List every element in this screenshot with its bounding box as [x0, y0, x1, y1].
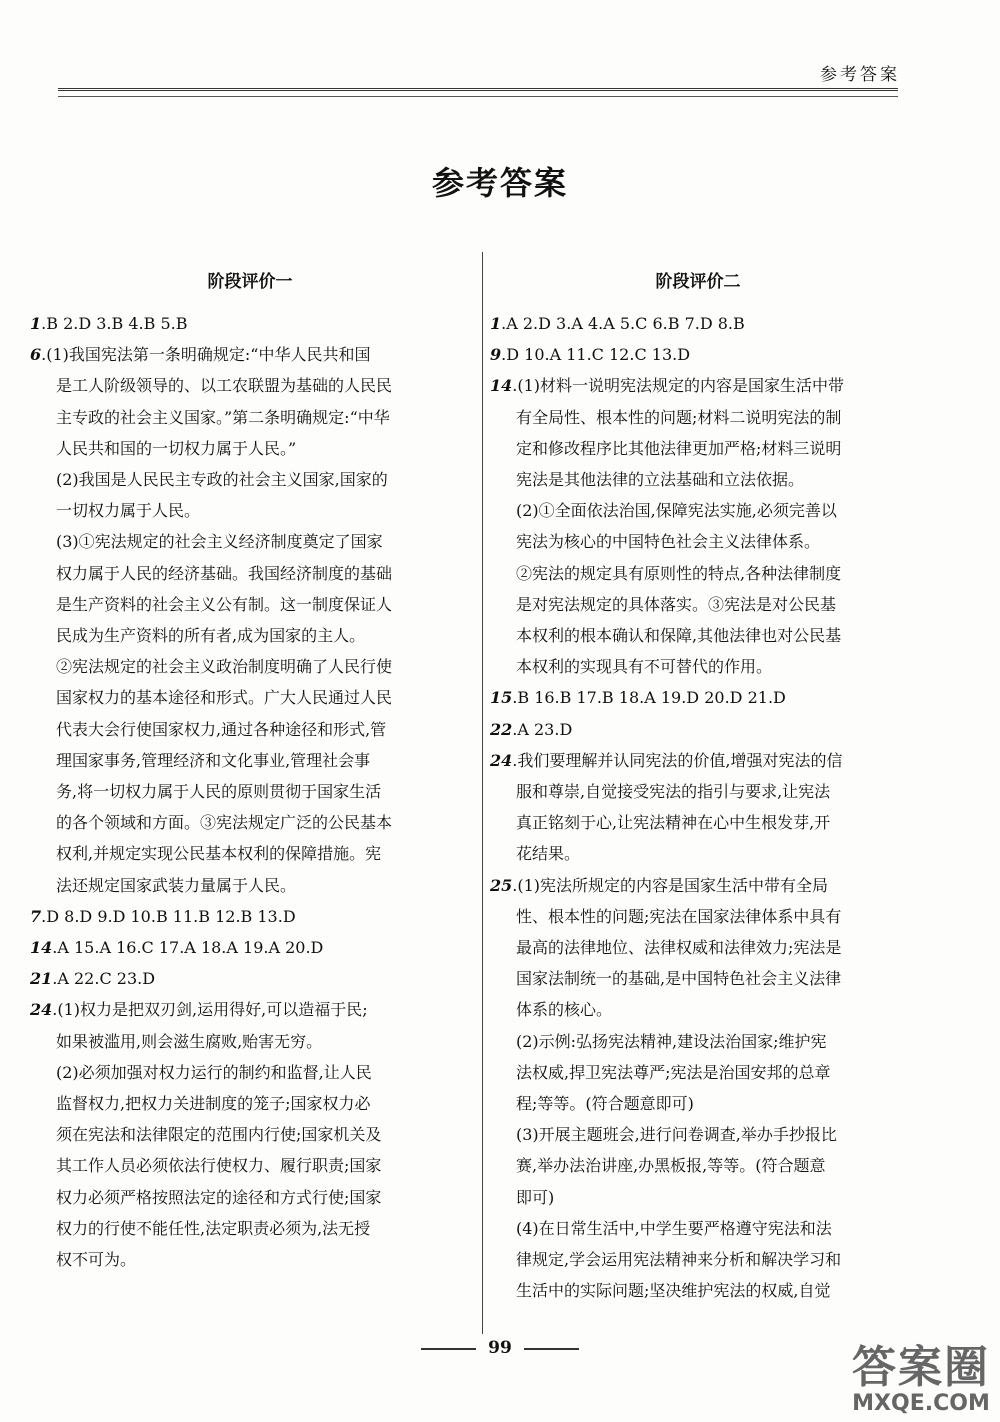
answer-text: .B 16.B 17.B 18.A 19.D 20.D 21.D — [512, 688, 786, 708]
question-number: 22 — [490, 719, 513, 739]
answer-text: 人民共和国的一切权力属于人民。” — [56, 438, 297, 458]
answer-text: 务,将一切权力属于人民的原则贯彻于国家生活 — [56, 782, 382, 802]
answer-line — [30, 901, 470, 932]
section-title-right: 阶段评价二 — [655, 272, 741, 292]
answer-line — [30, 589, 470, 620]
question-number: 6 — [30, 345, 42, 365]
answer-line — [490, 901, 906, 932]
page-title: 参考答案 — [431, 164, 568, 202]
answer-line — [30, 994, 470, 1025]
answer-line — [30, 1026, 470, 1057]
answer-line — [490, 1182, 906, 1213]
answer-text: 即可) — [516, 1187, 555, 1207]
answer-text: 宪法为核心的中国特色社会主义法律体系。 — [516, 532, 821, 552]
answer-text: 程;等等。(符合题意即可) — [516, 1094, 694, 1114]
question-number: 24 — [30, 1000, 53, 1020]
answer-text: 国家法制统一的基础,是中国特色社会主义法律 — [516, 969, 842, 989]
question-number: 25 — [490, 875, 513, 895]
answer-line — [490, 402, 906, 433]
answer-text: 的各个领域和方面。③宪法规定广泛的公民基本 — [56, 813, 393, 833]
answer-line — [490, 620, 906, 651]
answer-text: 本权利的根本确认和保障,其他法律也对公民基 — [516, 626, 842, 646]
answer-text: .A 2.D 3.A 4.A 5.C 6.B 7.D 8.B — [501, 314, 745, 333]
answer-text: .(1)权力是把双刃剑,运用得好,可以造福于民; — [52, 1000, 368, 1020]
answer-text: 一切权力属于人民。 — [56, 501, 201, 521]
answer-text: 宪法是其他法律的立法基础和立法依据。 — [516, 470, 805, 490]
answer-text: 是对宪法规定的具体落实。③宪法是对公民基 — [516, 594, 837, 614]
question-number: 14 — [490, 376, 513, 396]
answer-line — [490, 838, 906, 869]
answer-text: 服和尊崇,自觉接受宪法的指引与要求,让宪法 — [516, 782, 831, 802]
question-number: 15 — [490, 688, 513, 708]
answer-text: .我们要理解并认同宪法的价值,增强对宪法的信 — [512, 750, 843, 770]
answer-line — [490, 370, 906, 401]
answer-line — [490, 963, 906, 994]
answer-line — [30, 1057, 470, 1088]
watermark-logo — [852, 1344, 990, 1416]
answer-line — [490, 526, 906, 557]
answer-line — [490, 1275, 906, 1306]
answer-text: .D 8.D 9.D 10.B 11.B 12.B 13.D — [41, 906, 296, 926]
answer-line — [30, 558, 470, 589]
answer-text: (2)必须加强对权力运行的制约和监督,让人民 — [56, 1062, 372, 1082]
answer-text: (2)我国是人民民主专政的社会主义国家,国家的 — [56, 470, 388, 490]
answer-line — [30, 495, 470, 526]
answer-text: 是生产资料的社会主义公有制。这一制度保证人 — [56, 594, 393, 614]
right-column — [490, 268, 906, 1307]
answer-text: 有全局性、根本性的问题;材料二说明宪法的制 — [516, 407, 842, 427]
answer-text: 是工人阶级领导的、以工农联盟为基础的人民民 — [56, 376, 393, 396]
answer-line — [30, 838, 470, 869]
answer-text: ②宪法的规定具有原则性的特点,各种法律制度 — [516, 563, 842, 583]
answer-line — [490, 932, 906, 963]
right-answer-lines — [490, 308, 906, 1307]
answer-text: 权力必须严格按照法定的途径和方式行使;国家 — [56, 1187, 382, 1207]
answer-text: 代表大会行使国家权力,通过各种途径和形式,管 — [56, 719, 387, 739]
answer-line — [30, 1182, 470, 1213]
answer-line — [490, 651, 906, 682]
answer-line — [490, 433, 906, 464]
question-number: 24 — [490, 750, 513, 770]
question-number: 9 — [490, 345, 502, 365]
answer-text: 民成为生产资料的所有者,成为国家的主人。 — [56, 626, 366, 646]
answer-text: 最高的法律地位、法律权威和法律效力;宪法是 — [516, 938, 842, 958]
answer-text: 监督权力,把权力关进制度的笼子;国家权力必 — [56, 1094, 371, 1114]
answer-text: .(1)材料一说明宪法规定的内容是国家生活中带 — [512, 376, 845, 396]
answer-text: 法权威,捍卫宪法尊严;宪法是治国安邦的总章 — [516, 1062, 831, 1082]
answer-line — [490, 589, 906, 620]
answer-line — [30, 526, 470, 557]
question-number: 21 — [30, 969, 53, 989]
answer-line — [30, 807, 470, 838]
footer-ornament-right — [524, 1348, 579, 1350]
question-number: 14 — [30, 938, 53, 958]
answer-text: 理国家事务,管理经济和文化事业,管理社会事 — [56, 750, 371, 770]
answer-line — [30, 464, 470, 495]
answer-line — [490, 308, 906, 339]
answer-line — [30, 1119, 470, 1150]
answer-line — [490, 1026, 906, 1057]
answer-text: (3)①宪法规定的社会主义经济制度奠定了国家 — [56, 532, 383, 552]
answer-text: (2)①全面依法治国,保障宪法实施,必须完善以 — [516, 501, 837, 521]
answer-line — [30, 745, 470, 776]
answer-text: 法还规定国家武装力量属于人民。 — [56, 875, 297, 895]
answer-line — [490, 464, 906, 495]
answer-text: 定和修改程序比其他法律更加严格;材料三说明 — [516, 438, 842, 458]
answer-line — [30, 1088, 470, 1119]
answer-line — [30, 932, 470, 963]
answer-text: 真正铭刻于心,让宪法精神在心中生根发芽,开 — [516, 813, 831, 833]
answer-text: 律规定,学会运用宪法精神来分析和解决学习和 — [516, 1250, 842, 1270]
answer-text: .D 10.A 11.C 12.C 13.D — [501, 345, 691, 365]
answer-text: (4)在日常生活中,中学生要严格遵守宪法和法 — [516, 1218, 832, 1238]
answer-text: .B 2.D 3.B 4.B 5.B — [41, 314, 188, 333]
answer-text: 须在宪法和法律限定的范围内行使;国家机关及 — [56, 1125, 382, 1145]
answer-line — [30, 651, 470, 682]
answer-text: (2)示例:弘扬宪法精神,建设法治国家;维护宪 — [516, 1031, 827, 1051]
answer-text: 权力属于人民的经济基础。我国经济制度的基础 — [56, 563, 393, 583]
answer-line — [490, 1088, 906, 1119]
answer-line — [30, 402, 470, 433]
answer-line — [30, 1150, 470, 1181]
running-header: 参考答案 — [820, 65, 900, 85]
column-divider — [482, 252, 483, 1334]
left-answer-lines — [30, 308, 470, 1275]
answer-text: 主专政的社会主义国家。”第二条明确规定:“中华 — [56, 407, 390, 427]
answer-text: .A 23.D — [512, 719, 573, 739]
answer-line — [490, 714, 906, 745]
footer-ornament-left — [421, 1348, 476, 1350]
answer-text: 生活中的实际问题;坚决维护宪法的权威,自觉 — [516, 1281, 831, 1301]
answer-text: .(1)宪法所规定的内容是国家生活中带有全局 — [512, 875, 829, 895]
answer-text: 如果被滥用,则会滋生腐败,贻害无穷。 — [56, 1031, 323, 1051]
answer-line — [30, 682, 470, 713]
answer-line — [30, 433, 470, 464]
answer-line — [490, 1150, 906, 1181]
page-number: 99 — [488, 1338, 512, 1358]
answer-line — [30, 776, 470, 807]
answer-text: 本权利的实现具有不可替代的作用。 — [516, 657, 773, 677]
answer-text: 权利,并规定实现公民基本权利的保障措施。宪 — [56, 844, 382, 864]
answer-line — [30, 370, 470, 401]
header-rule-thin — [58, 96, 898, 97]
watermark-url: MXQE.COM — [852, 1391, 990, 1416]
answer-line — [490, 495, 906, 526]
answer-text: 权不可为。 — [56, 1250, 137, 1270]
answer-line — [30, 870, 470, 901]
answer-line — [30, 963, 470, 994]
answer-line — [490, 1119, 906, 1150]
answer-text: ②宪法规定的社会主义政治制度明确了人民行使 — [56, 657, 393, 677]
answer-line — [30, 308, 470, 339]
answer-line — [490, 807, 906, 838]
answer-line — [30, 1213, 470, 1244]
answer-line — [30, 714, 470, 745]
question-number: 7 — [30, 906, 42, 926]
answer-text: 赛,举办法治讲座,办黑板报,等等。(符合题意 — [516, 1156, 826, 1176]
answer-line — [490, 1057, 906, 1088]
answer-text: 体系的核心。 — [516, 1000, 613, 1020]
answer-text: 权力的行使不能任性,法定职责必须为,法无授 — [56, 1218, 371, 1238]
header-rule — [58, 88, 898, 91]
answer-text: 性、根本性的问题;宪法在国家法律体系中具有 — [516, 906, 842, 926]
answer-line — [490, 339, 906, 370]
page-footer — [0, 1338, 1000, 1358]
answer-line — [490, 1244, 906, 1275]
answer-line — [490, 745, 906, 776]
answer-line — [30, 1244, 470, 1275]
question-number: 1 — [30, 314, 42, 333]
answer-text: 花结果。 — [516, 844, 581, 864]
answer-line — [30, 339, 470, 370]
answer-text: 国家权力的基本途径和形式。广大人民通过人民 — [56, 688, 393, 708]
answer-text: .A 15.A 16.C 17.A 18.A 19.A 20.D — [52, 938, 324, 958]
answer-line — [490, 682, 906, 713]
answer-text: .(1)我国宪法第一条明确规定:“中华人民共和国 — [41, 345, 371, 365]
answer-line — [490, 994, 906, 1025]
answer-text: 其工作人员必须依法行使权力、履行职责;国家 — [56, 1156, 382, 1176]
left-column — [30, 268, 470, 1275]
answer-line — [490, 776, 906, 807]
section-title-left: 阶段评价一 — [207, 272, 293, 292]
answer-line — [490, 1213, 906, 1244]
answer-line — [490, 558, 906, 589]
question-number: 1 — [490, 314, 502, 333]
answer-text: .A 22.C 23.D — [52, 969, 156, 989]
answer-line — [490, 870, 906, 901]
answer-text: (3)开展主题班会,进行问卷调查,举办手抄报比 — [516, 1125, 837, 1145]
answer-line — [30, 620, 470, 651]
watermark-text: 答案圈 — [852, 1342, 990, 1393]
